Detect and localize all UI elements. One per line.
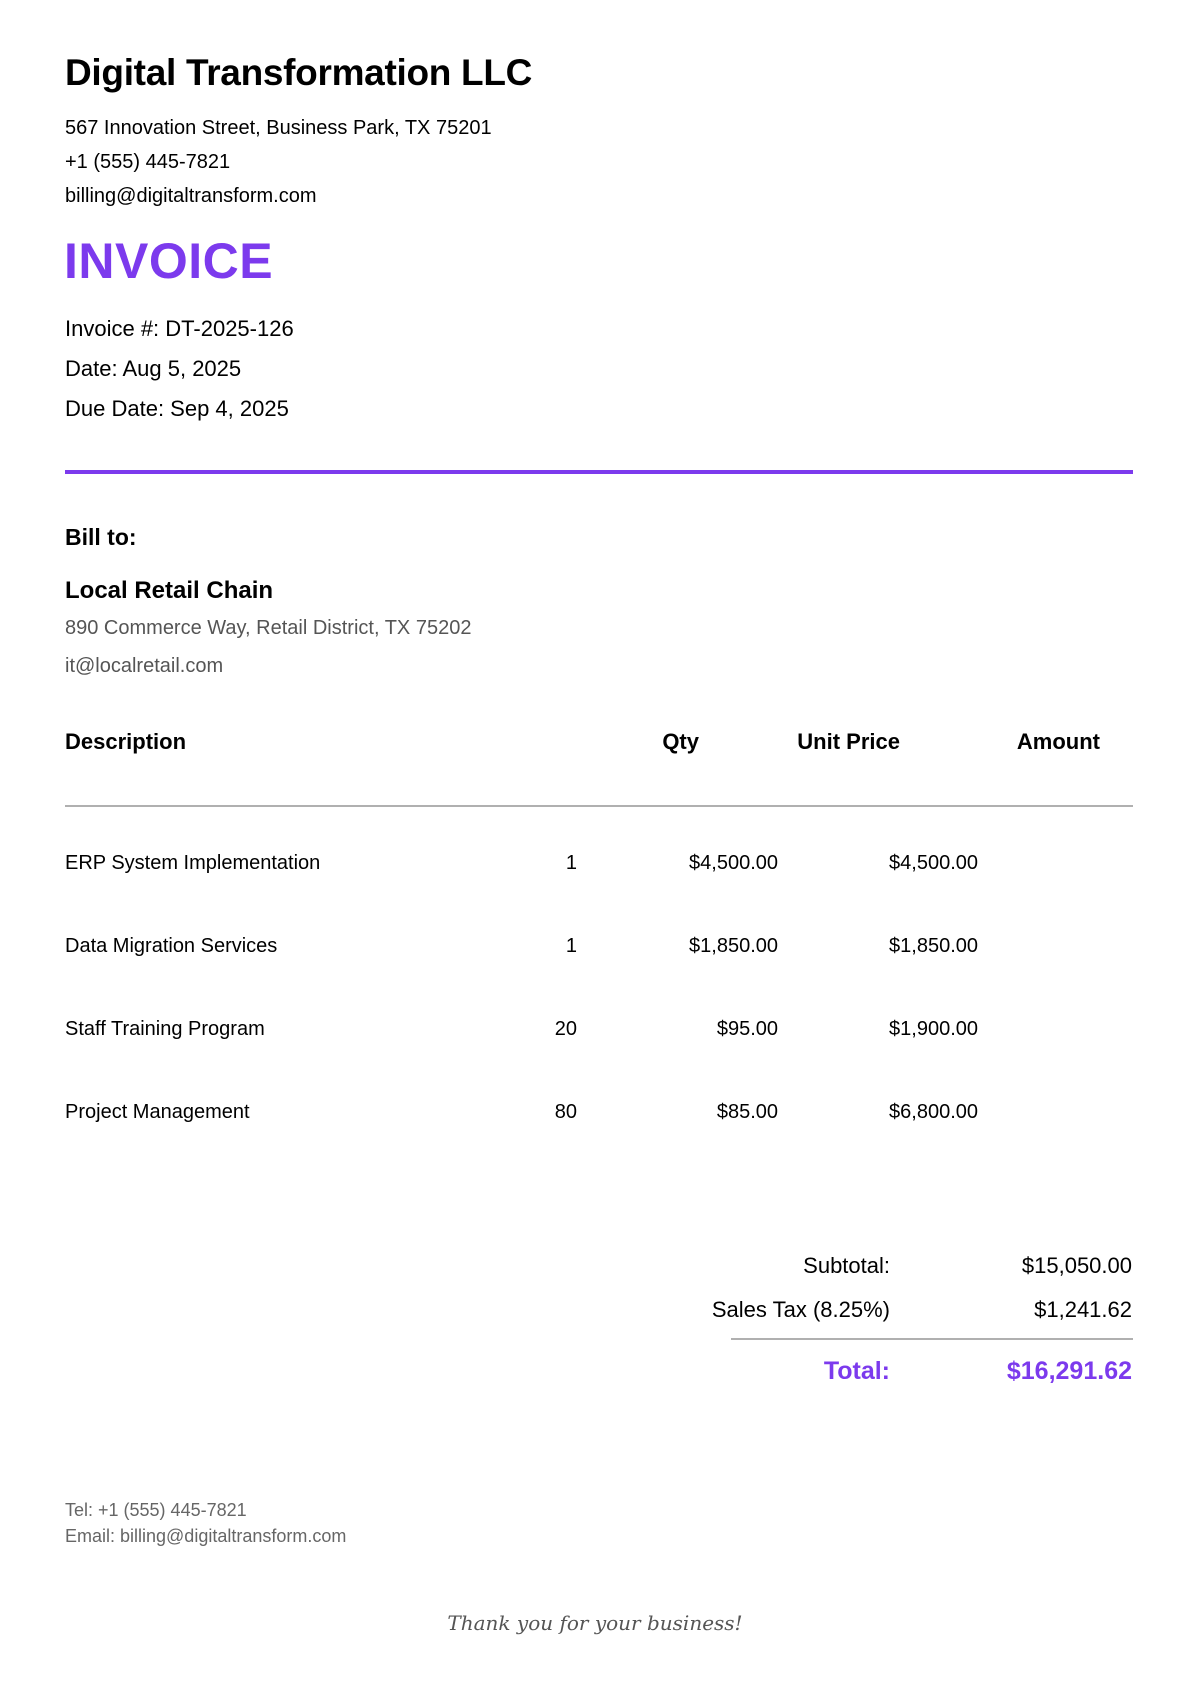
- invoice-date: Date: Aug 5, 2025: [65, 356, 242, 381]
- column-header-unit-price: Unit Price: [797, 729, 900, 754]
- tax-label: Sales Tax (8.25%): [711, 1297, 890, 1322]
- footer-email: Email: billing@digitaltransform.com: [65, 1526, 347, 1546]
- table-row: [65, 926, 1133, 966]
- footer-tel: Tel: +1 (555) 445-7821: [65, 1500, 247, 1520]
- item-qty: 20: [554, 1018, 577, 1040]
- item-unit-price: $1,850.00: [689, 935, 778, 957]
- table-row: [65, 1092, 1133, 1132]
- tax-value: $1,241.62: [1034, 1297, 1132, 1322]
- item-qty: 1: [565, 852, 577, 874]
- invoice-title: INVOICE: [64, 233, 274, 289]
- item-unit-price: $95.00: [716, 1018, 778, 1040]
- totals-divider: [731, 1338, 1133, 1340]
- item-description: Data Migration Services: [65, 935, 278, 957]
- item-amount: $4,500.00: [889, 852, 978, 874]
- table-row: [65, 1009, 1133, 1049]
- column-header-qty: Qty: [662, 729, 699, 754]
- column-header-description: Description: [65, 729, 187, 754]
- item-qty: 1: [565, 935, 577, 957]
- client-name: Local Retail Chain: [65, 577, 274, 604]
- item-description: Project Management: [65, 1101, 250, 1123]
- client-email: it@localretail.com: [65, 655, 224, 677]
- invoice-number: Invoice #: DT-2025-126: [65, 316, 294, 341]
- table-row: [65, 843, 1133, 883]
- thank-you-note: Thank you for your business!: [447, 1611, 743, 1635]
- bill-to-label: Bill to:: [65, 524, 137, 550]
- client-address: 890 Commerce Way, Retail District, TX 75202: [65, 617, 472, 639]
- company-address: 567 Innovation Street, Business Park, TX 75201: [65, 117, 492, 139]
- header-divider: [65, 470, 1133, 474]
- total-label: Total:: [823, 1357, 890, 1385]
- subtotal-label: Subtotal:: [803, 1253, 890, 1278]
- company-email: billing@digitaltransform.com: [65, 185, 317, 207]
- item-amount: $6,800.00: [889, 1101, 978, 1123]
- item-amount: $1,900.00: [889, 1018, 978, 1040]
- table-header-divider: [65, 805, 1133, 807]
- item-description: Staff Training Program: [65, 1018, 265, 1040]
- item-unit-price: $85.00: [716, 1101, 778, 1123]
- company-name: Digital Transformation LLC: [65, 52, 533, 93]
- invoice-due-date: Due Date: Sep 4, 2025: [65, 396, 289, 421]
- subtotal-value: $15,050.00: [1021, 1253, 1132, 1278]
- item-amount: $1,850.00: [889, 935, 978, 957]
- item-unit-price: $4,500.00: [689, 852, 778, 874]
- column-header-amount: Amount: [1016, 729, 1100, 754]
- item-qty: 80: [554, 1101, 577, 1123]
- item-description: ERP System Implementation: [65, 852, 321, 874]
- total-value: $16,291.62: [1006, 1357, 1132, 1385]
- company-phone: +1 (555) 445-7821: [65, 151, 231, 173]
